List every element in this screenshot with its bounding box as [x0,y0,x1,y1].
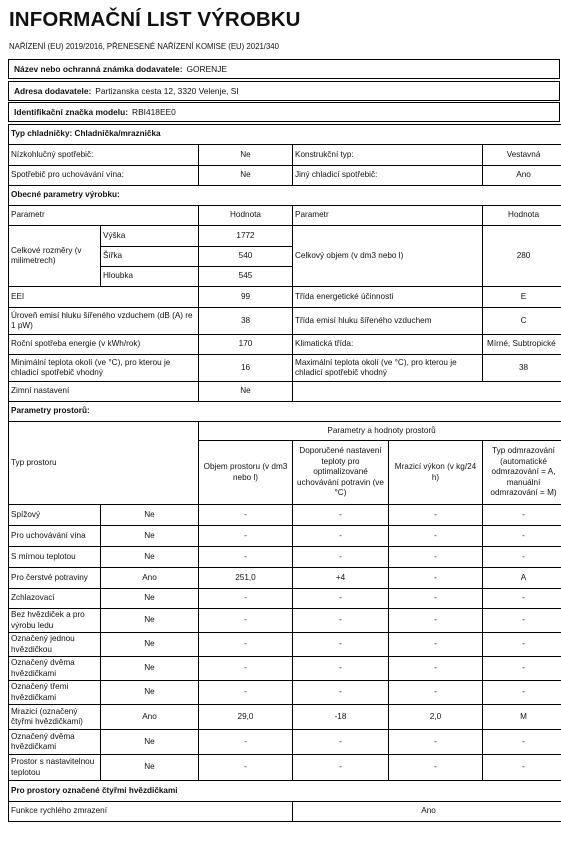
fast-freeze-label: Funkce rychlého zmrazení [9,802,293,822]
compartment-present: Ne [101,681,199,705]
compartment-present: Ano [101,568,199,589]
eei-label: EEI [9,287,199,308]
compartment-volume: - [199,657,293,681]
height-value: 1772 [199,226,293,247]
compartment-name: Označený třemi hvězdičkami [9,681,101,705]
general-row [9,382,561,402]
noise-label: Úroveň emisí hluku šířeného vzduchem (dB (A) re 1 pW) [9,308,199,335]
general-row [9,335,561,355]
compartment-temp: - [293,681,389,705]
compartment-defrost: - [483,609,561,633]
model-value: RBI418EE0 [132,107,176,117]
compartment-volume: - [199,547,293,568]
other-appliance-label: Jiný chladicí spotřebič: [293,166,483,186]
address-label: Adresa dodavatele: [14,86,92,96]
noise-class-value: C [483,308,561,335]
compartment-row [9,657,561,681]
compartment-volume: - [199,755,293,781]
other-appliance-value: Ano [483,166,561,186]
col-freeze-header: Mrazicí výkon (v kg/24 h) [389,441,483,505]
compartment-temp: -18 [293,705,389,730]
compartment-freeze: - [389,589,483,609]
compartment-temp: - [293,526,389,547]
compartment-defrost: - [483,681,561,705]
min-temp-value: 16 [199,355,293,382]
compartment-name: Označený jednou hvězdičkou [9,633,101,657]
empty-cell [293,382,561,402]
annual-energy-value: 170 [199,335,293,355]
compartment-temp: - [293,609,389,633]
max-temp-value: 38 [483,355,561,382]
noise-class-label: Třída emisí hluku šířeného vzduchem [293,308,483,335]
volume-value: 280 [483,226,561,287]
supplier-label: Název nebo ochranná známka dodavatele: [14,64,183,74]
compartment-row [9,705,561,730]
low-noise-label: Nízkohlučný spotřebič: [9,145,199,166]
compartment-freeze: - [389,526,483,547]
energy-class-label: Třída energetické účinnosti [293,287,483,308]
annual-energy-label: Roční spotřeba energie (v kWh/rok) [9,335,199,355]
compartment-defrost: M [483,705,561,730]
compartment-row [9,681,561,705]
compartment-name: S mírnou teplotou [9,547,101,568]
compartment-name: Spížový [9,505,101,526]
compartment-defrost: - [483,526,561,547]
compartments-heading-row [9,402,561,422]
eei-value: 99 [199,287,293,308]
compartment-temp: - [293,657,389,681]
width-label: Šířka [101,247,199,267]
compartment-present: Ne [101,730,199,755]
low-noise-value: Ne [199,145,293,166]
compartment-params-header: Parametry a hodnoty prostorů [199,422,561,441]
param-header: Parametr [9,206,199,226]
general-heading-row [9,186,561,206]
depth-value: 545 [199,267,293,287]
col-defrost-header: Typ odmrazování (automatické odmrazování = A, manuální odmrazování = M) [483,441,561,505]
max-temp-label: Maximální teplota okolí (ve °C), pro kterou je chladicí spotřebič vhodný [293,355,483,382]
compartment-freeze: - [389,568,483,589]
compartment-defrost: A [483,568,561,589]
compartment-name: Prostor s nastavitelnou teplotou [9,755,101,781]
compartment-row [9,505,561,526]
compartment-name: Pro uchovávání vína [9,526,101,547]
compartment-name: Zchlazovací [9,589,101,609]
supplier-box [8,59,560,79]
compartment-defrost: - [483,589,561,609]
compartment-volume: 29,0 [199,705,293,730]
compartment-present: Ano [101,705,199,730]
appliance-type: Typ chladničky: Chladnička/mraznička [9,125,561,145]
general-row [9,355,561,382]
appliance-type-row [9,125,561,145]
winter-label: Zimní nastavení [9,382,199,402]
compartment-freeze: - [389,609,483,633]
page-title: INFORMAČNÍ LIST VÝROBKU [9,8,301,31]
compartment-row [9,609,561,633]
compartment-freeze: 2,0 [389,705,483,730]
compartment-volume: 251,0 [199,568,293,589]
volume-label: Celkový objem (v dm3 nebo l) [293,226,483,287]
address-box [8,81,560,101]
compartment-temp: - [293,589,389,609]
compartment-present: Ne [101,505,199,526]
basic-row [9,145,561,166]
compartment-defrost: - [483,505,561,526]
compartment-present: Ne [101,589,199,609]
four-star-heading-row [9,781,561,802]
compartment-row [9,589,561,609]
compartment-freeze: - [389,547,483,568]
compartment-row [9,568,561,589]
climate-value: Mírné, Subtropické [483,335,561,355]
compartments-header-row [9,422,561,441]
compartment-freeze: - [389,505,483,526]
compartment-volume: - [199,589,293,609]
compartments-heading: Parametry prostorů: [9,402,561,422]
compartment-row [9,755,561,781]
min-temp-label: Minimální teplota okolí (ve °C), pro kterou je chladicí spotřebič vhodný [9,355,199,382]
compartment-present: Ne [101,755,199,781]
compartment-volume: - [199,633,293,657]
compartment-name: Bez hvězdiček a pro výrobu ledu [9,609,101,633]
wine-label: Spotřebič pro uchovávání vína: [9,166,199,186]
compartment-freeze: - [389,755,483,781]
fast-freeze-row [9,802,561,822]
supplier-value: GORENJE [186,64,227,74]
compartment-name: Označený dvěma hvězdičkami [9,730,101,755]
value-header: Hodnota [199,206,293,226]
compartment-freeze: - [389,681,483,705]
fast-freeze-value: Ano [293,802,561,822]
product-sheet-table [8,124,561,822]
noise-value: 38 [199,308,293,335]
general-row [9,308,561,335]
compartment-present: Ne [101,609,199,633]
general-row [9,287,561,308]
height-label: Výška [101,226,199,247]
compartment-name: Mrazicí (označený čtyřmi hvězdičkami) [9,705,101,730]
compartment-volume: - [199,505,293,526]
dimension-row [9,226,561,247]
compartment-name: Pro čerstvé potraviny [9,568,101,589]
compartment-row [9,547,561,568]
regulation-subtitle: NAŘÍZENÍ (EU) 2019/2016, PŘENESENÉ NAŘÍZENÍ KOMISE (EU) 2021/340 [9,42,279,51]
compartment-temp: - [293,755,389,781]
compartment-defrost: - [483,633,561,657]
climate-label: Klimatická třída: [293,335,483,355]
compartment-row [9,730,561,755]
compartment-present: Ne [101,657,199,681]
model-label: Identifikační značka modelu: [14,107,129,117]
compartment-present: Ne [101,547,199,568]
compartment-type-header: Typ prostoru [9,422,199,505]
depth-label: Hloubka [101,267,199,287]
compartment-defrost: - [483,547,561,568]
compartment-row [9,526,561,547]
general-heading: Obecné parametry výrobku: [9,186,561,206]
winter-value: Ne [199,382,293,402]
address-value: Partizanska cesta 12, 3320 Velenje, SI [95,86,239,96]
compartment-volume: - [199,609,293,633]
compartment-name: Označený dvěma hvězdičkami [9,657,101,681]
design-label: Konstrukční typ: [293,145,483,166]
col-volume-header: Objem prostoru (v dm3 nebo l) [199,441,293,505]
compartment-volume: - [199,526,293,547]
compartment-defrost: - [483,657,561,681]
compartment-temp: - [293,633,389,657]
compartment-defrost: - [483,730,561,755]
compartment-defrost: - [483,755,561,781]
compartment-temp: +4 [293,568,389,589]
compartment-present: Ne [101,526,199,547]
col-temp-header: Doporučené nastavení teploty pro optimalizované uchovávání potravin (ve °C) [293,441,389,505]
dimensions-label: Celkové rozměry (v milimetrech) [9,226,101,287]
wine-value: Ne [199,166,293,186]
compartment-freeze: - [389,657,483,681]
design-value: Vestavná [483,145,561,166]
compartment-freeze: - [389,730,483,755]
compartment-volume: - [199,681,293,705]
param-header: Parametr [293,206,483,226]
compartment-freeze: - [389,633,483,657]
model-box [8,102,560,122]
compartment-volume: - [199,730,293,755]
compartment-present: Ne [101,633,199,657]
four-star-heading: Pro prostory označené čtyřmi hvězdičkami [9,781,561,802]
compartment-temp: - [293,505,389,526]
value-header: Hodnota [483,206,561,226]
compartment-row [9,633,561,657]
compartment-temp: - [293,547,389,568]
general-header-row [9,206,561,226]
compartment-temp: - [293,730,389,755]
width-value: 540 [199,247,293,267]
basic-row [9,166,561,186]
energy-class-value: E [483,287,561,308]
